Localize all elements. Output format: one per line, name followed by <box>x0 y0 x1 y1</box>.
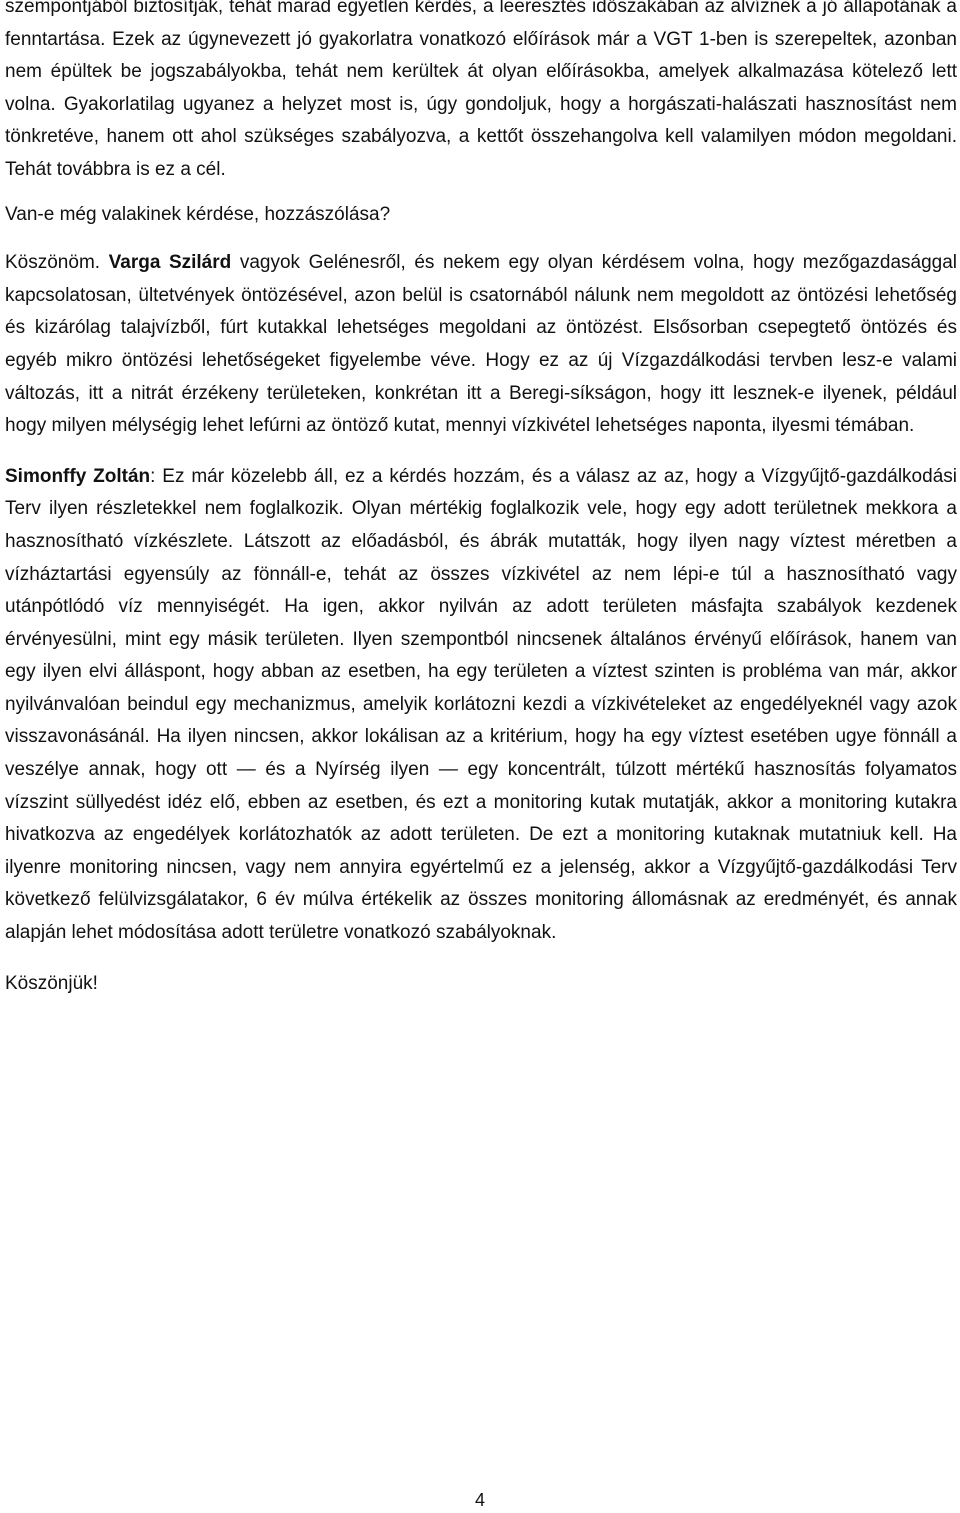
paragraph-simonffy-answer <box>5 461 957 950</box>
paragraph-varga-question <box>5 247 957 443</box>
document-page <box>5 0 957 1000</box>
speaker-name-varga: Varga Szilárd <box>108 252 232 274</box>
paragraph-question-prompt: Van-e még valakinek kérdése, hozzászólása? <box>5 203 391 225</box>
varga-question-text: vagyok Gelénesről, és nekem egy olyan kérdésem volna, hogy mezőgazdasággal kapcsolatosan, ültetvények öntözésével, azon belül is csatornából nálunk nem megoldott az öntözési lehetőség és kizárólag talajvízből, fúrt kutakkal lehetséges megoldani az öntözést. Elsősorban csepegtető öntözés és egyéb mikro öntözési lehetőségeket figyelembe véve. Hogy ez az új Vízgazdálkodási tervben lesz-e valami változás, itt a nitrát érzékeny területeken, konkrétan itt a Beregi-síkságon, hogy itt lesznek-e ilyenek, például hogy milyen mélységig lehet lefúrni az öntöző kutat, mennyi vízkivétel lehetséges naponta, ilyesmi témában. <box>5 252 957 437</box>
speaker-name-simonffy: Simonffy Zoltán <box>5 465 151 487</box>
paragraph-continuation: szempontjából biztosítják, tehát marad egyetlen kérdés, a leeresztés időszakában az alvíznek a jó állapotának a fenntartása. Ezek az úgynevezett jó gyakorlatra vonatkozó előírások már a VGT 1-ben is szerepeltek, azonban nem épültek be jogszabályokba, tehát nem kerültek át olyan előírásokba, amelyek alkalmazása kötelező lett volna. Gyakorlatilag ugyanez a helyzet most is, úgy gondoljuk, hogy a horgászati-halászati hasznosítást nem tönkretéve, hanem ott ahol szükséges szabályozva, a kettőt összehangolva kell valamilyen módon megoldani. Tehát továbbra is ez a cél. <box>5 0 957 180</box>
page-number: 4 <box>474 1490 485 1510</box>
greeting-text: Köszönöm. <box>5 252 109 274</box>
paragraph-closing-thanks: Köszönjük! <box>5 972 98 994</box>
simonffy-answer-text: : Ez már közelebb áll, ez a kérdés hozzám, és a válasz az az, hogy a Vízgyűjtő-gazdálkodási Terv ilyen részletekkel nem foglalkozik. Olyan mértékig foglalkozik vele, hogy egy adott területnek mekkora a hasznosítható vízkészlete. Látszott az előadásból, és ábrák mutatták, hogy ilyen nagy víztest méretben a vízháztartási egyensúly az fönnáll-e, tehát az összes vízkivétel az nem lépi-e túl a hasznosítható vagy utánpótlódó víz mennyiségét. Ha igen, akkor nyilván az adott területen másfajta szabályok kezdenek érvényesülni, mint egy másik területen. Ilyen szempontból nincsenek általános érvényű előírások, hanem van egy ilyen elvi álláspont, hogy abban az esetben, ha egy területen a víztest szinten is probléma van már, akkor nyilvánvalóan beindul egy mechanizmus, amelyik korlátozni kezdi a vízkivételeket az engedélyeknél vagy azok visszavonásánál. Ha ilyen nincsen, akkor lokálisan az a kritérium, hogy ha egy víztest esetében ugye fönnáll a veszélye annak, hogy ott — és a Nyírség ilyen — egy koncentrált, túlzott mértékű hasznosítás folyamatos vízszint süllyedést idéz elő, ebben az esetben, és ezt a monitoring kutak mutatják, akkor a monitoring kutakra hivatkozva az engedélyek korlátozhatók az adott területen. De ezt a monitoring kutaknak mutatniuk kell. Ha ilyenre monitoring nincsen, vagy nem annyira egyértelmű ez a jelenség, akkor a Vízgyűjtő-gazdálkodási Terv következő felülvizsgálatakor, 6 év múlva értékelik az összes monitoring állomásnak az eredményét, és annak alapján lehet módosítása adott területre vonatkozó szabályoknak. <box>5 465 957 944</box>
